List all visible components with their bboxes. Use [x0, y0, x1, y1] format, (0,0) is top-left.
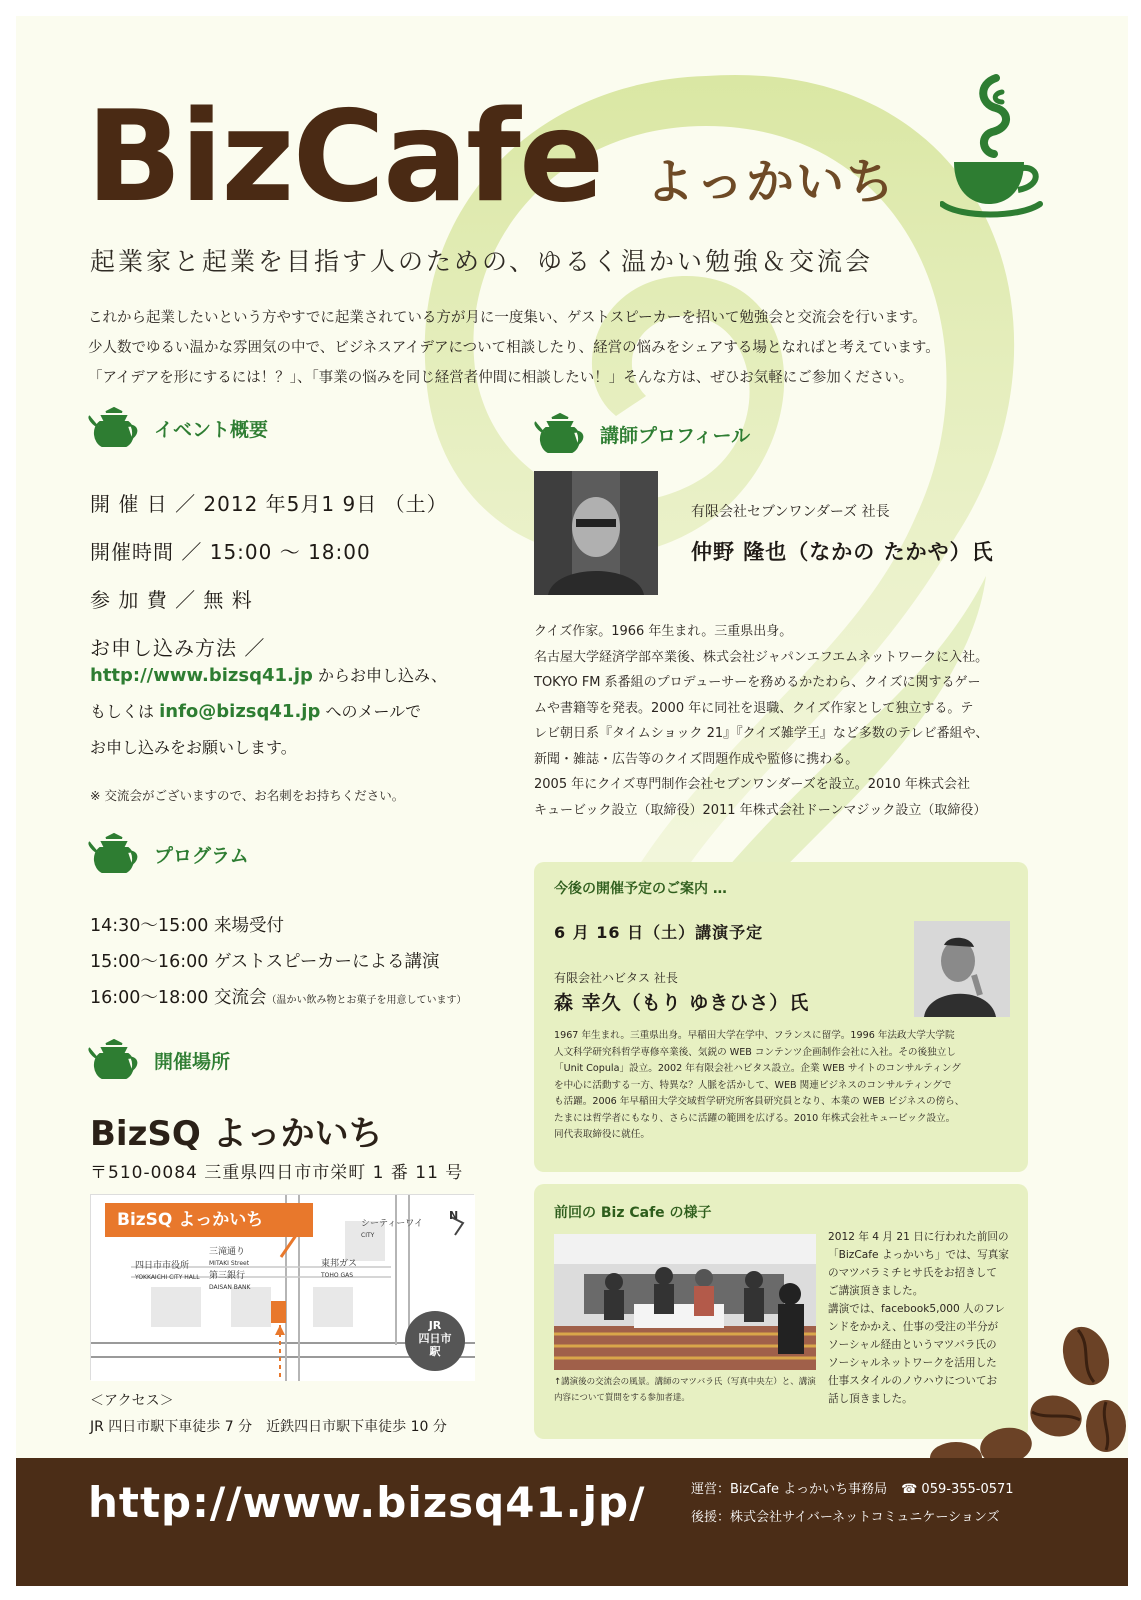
program-text: ゲストスピーカーによる講演	[213, 952, 440, 972]
flyer	[16, 16, 1128, 1586]
access-text: JR 四日市駅下車徒歩 7 分 近鉄四日市駅下車徒歩 10 分	[90, 1419, 447, 1435]
footer-operator-row	[691, 1476, 1014, 1504]
logo-yokkaichi: よっかいち	[646, 154, 897, 210]
prev-text-line: 講演では、facebook5,000 人のフレ	[828, 1303, 1005, 1315]
teapot-icon	[534, 412, 586, 456]
map-gas-en: TOHO GAS	[321, 1272, 354, 1279]
apply-note: ※ 交流会がございますので、お名刺をお持ちください。	[90, 788, 405, 803]
teapot-icon	[88, 1038, 140, 1082]
event-apply-label: お申し込み方法 ／	[90, 636, 266, 660]
apply-instructions	[90, 658, 447, 766]
bio-line: レビ朝日系『タイムショック 21』『クイズ雑学王』など多数のテレビ番組や、	[534, 726, 989, 741]
venue-heading	[88, 1038, 230, 1082]
apply-mail-link[interactable]: info@bizsq41.jp	[159, 701, 321, 722]
bio-line: 名古屋大学経済学部卒業後、株式会社ジャパンエフエムネットワークに入社。	[534, 649, 989, 665]
footer-info	[691, 1476, 1014, 1532]
apply-mail-suffix: へのメールで	[320, 702, 422, 721]
previous-event-caption: ↑講演後の交流会の風景。講師のマツバラ氏（写真中央左）と、講演内容について質問をする参加者達。	[554, 1377, 816, 1403]
program-text: 来場受付	[213, 916, 284, 936]
event-time: 開催時間 ／ 15:00 〜 18:00	[90, 540, 371, 564]
next-speaker-company: 有限会社ハビタス 社長	[554, 971, 678, 985]
map-city-label: シーティーワイ	[361, 1219, 424, 1229]
next-speaker-portrait-icon	[914, 921, 1010, 1017]
program-heading	[88, 832, 249, 876]
intro-line: 少人数でゆるい温かな雰囲気の中で、ビジネスアイデアについて相談したり、経営の悩みをシェアする場となればと考えています。	[88, 340, 940, 356]
event-heading	[88, 406, 268, 450]
lecturer-name: 仲野 隆也（なかの たかや）氏	[691, 540, 994, 564]
map-title: BizSQ よっかいち	[105, 1203, 313, 1237]
tagline: 起業家と起業を目指す人のための、ゆるく温かい勉強＆交流会	[90, 247, 874, 276]
map-bank	[209, 1271, 250, 1293]
prev-text-line: ンドをかかえ、仕事の受注の半分が	[828, 1321, 999, 1333]
map-station-suffix: 駅	[429, 1345, 441, 1358]
prev-text-line: 「BizCafe よっかいち」では、写真家	[828, 1249, 1009, 1261]
map-station	[413, 1319, 457, 1358]
access-title: ＜アクセス＞	[90, 1393, 174, 1409]
lecturer-heading	[534, 412, 750, 456]
next-bio-line: 「Unit Copula」設立。2002 年有限会社ハビタス設立。企業 WEB サイトのコンサルティング	[554, 1063, 961, 1074]
prev-text-line: ご講演頂きました。	[828, 1285, 924, 1297]
bio-line: 新聞・雑誌・広告等のクイズ問題作成や監修に携わる。	[534, 751, 859, 767]
prev-text-line: ソーシャルネットワークを活用した	[828, 1357, 997, 1369]
coffee-beans-icon	[896, 1316, 1128, 1466]
next-bio-line: を中心に活動する一方、特異な？人脈を活かして、WEB 関連ビジネスのコンサルティングで	[554, 1079, 952, 1091]
next-bio-line: も活躍。2006 年早稲田大学交域哲学研究所客員研究員となり、本業の WEB ビジネスの傍ら、	[554, 1096, 965, 1107]
map-city-hall	[135, 1261, 200, 1283]
map-city-hall-label: 四日市市役所	[135, 1261, 190, 1271]
apply-url-link[interactable]: http://www.bizsq41.jp	[90, 665, 313, 686]
bio-line: クイズ作家。1966 年生まれ。三重県出身。	[534, 624, 793, 639]
prev-text-line: 話し頂きました。	[828, 1393, 913, 1405]
map-city-en: CITY	[361, 1232, 375, 1239]
venue-name: BizSQ よっかいち	[90, 1114, 383, 1154]
map-station-name: 四日市	[418, 1332, 452, 1345]
prev-text-line: 2012 年 4 月 21 日に行われた前回の	[828, 1231, 1009, 1243]
program-time: 15:00〜16:00	[90, 952, 209, 972]
program-row	[90, 980, 466, 1019]
intro-line: 「アイデアを形にするには！？」、「事業の悩みを同じ経営者仲間に相談したい！」そんな方は、ぜひお気軽にご参加ください。	[88, 370, 914, 386]
footer-sponsor: 後援：株式会社サイバーネットコミュニケーションズ	[691, 1510, 1000, 1525]
teapot-icon	[88, 832, 140, 876]
prev-text-line: のマツバラミチヒサ氏をお招きして	[828, 1267, 997, 1279]
program-list	[90, 908, 466, 1019]
event-details	[90, 480, 448, 672]
event-date: 開 催 日 ／ 2012 年5月1 9日 （土）	[90, 492, 448, 516]
map-city-hall-en: YOKKAICHI CITY HALL	[135, 1274, 200, 1281]
map-mitaki-en: MITAKI Street	[209, 1260, 250, 1267]
venue-heading-label: 開催場所	[154, 1050, 231, 1073]
prev-text-line: 仕事スタイルのノウハウについてお	[828, 1375, 998, 1387]
map-gas-label: 東邦ガス	[321, 1259, 358, 1269]
next-speaker-photo	[914, 921, 1010, 1017]
logo-bizcafe: BizCafe	[86, 83, 603, 230]
footer-tel: ☎ 059-355-0571	[901, 1482, 1014, 1497]
bio-line: ムや書籍等を発表。2000 年に同社を退職、クイズ作家として独立する。テ	[534, 700, 974, 716]
north-arrow-icon: N	[449, 1209, 459, 1222]
lecturer-photo	[534, 471, 658, 595]
venue-address: 〒510-0084 三重県四日市市栄町 1 番 11 号	[90, 1163, 464, 1183]
apply-end: お申し込みをお願いします。	[90, 738, 297, 757]
lecturer-bio	[534, 619, 1034, 823]
program-time: 14:30〜15:00	[90, 916, 209, 936]
map-city	[361, 1219, 423, 1241]
previous-event-photo	[554, 1234, 816, 1370]
lecturer-heading-label: 講師プロフィール	[600, 424, 751, 447]
venue-map	[90, 1194, 474, 1380]
map-mitaki-label: 三滝通り	[209, 1247, 246, 1257]
apply-mail-prefix: もしくは	[90, 702, 160, 721]
intro-line: これから起業したいという方やすでに起業されている方が月に一度集い、ゲストスピーカーを招いて勉強会と交流会を行います。	[88, 310, 927, 326]
map-bank-label: 第三銀行	[209, 1271, 246, 1281]
coffee-cup-icon	[940, 58, 1044, 218]
bio-line: 2005 年にクイズ専門制作会社セブンワンダーズを設立。2010 年株式会社	[534, 777, 970, 792]
lecturer-company: 有限会社セブンワンダーズ 社長	[691, 504, 890, 520]
bio-line: TOKYO FM 系番組のプロデューサーを務めるかたわら、クイズに関するゲー	[534, 675, 981, 690]
access-info	[90, 1388, 447, 1440]
event-fee: 参 加 費 ／ 無 料	[90, 588, 253, 612]
next-event-date: 6 月 16 日（土）講演予定	[554, 923, 764, 942]
program-row	[90, 944, 466, 980]
program-row	[90, 908, 466, 944]
next-bio-line: たまには哲学者にもなり、さらに活躍の範囲を広げる。2010 年株式会社キュービック設立。	[554, 1112, 956, 1124]
next-speaker-name: 森 幸久（もり ゆきひさ）氏	[554, 992, 810, 1014]
footer-operator: 運営：BizCafe よっかいち事務局	[691, 1482, 888, 1497]
program-time: 16:00〜18:00	[90, 988, 209, 1008]
map-mitaki	[209, 1247, 249, 1269]
next-bio-line: 1967 年生まれ。三重県出身。早稲田大学在学中、フランスに留学。1996 年法政大学大学院	[554, 1030, 955, 1041]
next-bio-line: 人文科学研究科哲学専修卒業後、気鋭の WEB コンテンツ企画制作会社に入社。その後独立し	[554, 1046, 956, 1058]
lecturer-portrait-icon	[534, 471, 658, 595]
next-event-title: 今後の開催予定のご案内 …	[554, 881, 727, 897]
teapot-icon	[88, 406, 140, 450]
program-note: （温かい飲み物とお菓子を用意しています）	[266, 995, 467, 1006]
program-text: 交流会	[213, 988, 267, 1008]
program-heading-label: プログラム	[154, 844, 249, 867]
intro-text	[88, 303, 1108, 393]
map-bank-en: DAISAN BANK	[209, 1284, 251, 1291]
apply-url-suffix: からお申し込み、	[312, 666, 447, 685]
event-heading-label: イベント概要	[154, 418, 269, 441]
bio-line: キュービック設立（取締役）2011 年株式会社ドーンマジック設立（取締役）	[534, 802, 987, 818]
next-bio-line: 同代表取締役に就任。	[554, 1129, 650, 1140]
event-photo-icon	[554, 1234, 816, 1370]
prev-text-line: ソーシャル経由というマツバラ氏の	[828, 1339, 997, 1351]
footer-url-link[interactable]: http://www.bizsq41.jp/	[88, 1478, 646, 1527]
map-station-line: JR	[428, 1319, 442, 1332]
map-gas	[321, 1259, 357, 1281]
next-speaker-bio	[554, 1028, 1014, 1144]
previous-event-title: 前回の Biz Cafe の様子	[554, 1205, 712, 1221]
